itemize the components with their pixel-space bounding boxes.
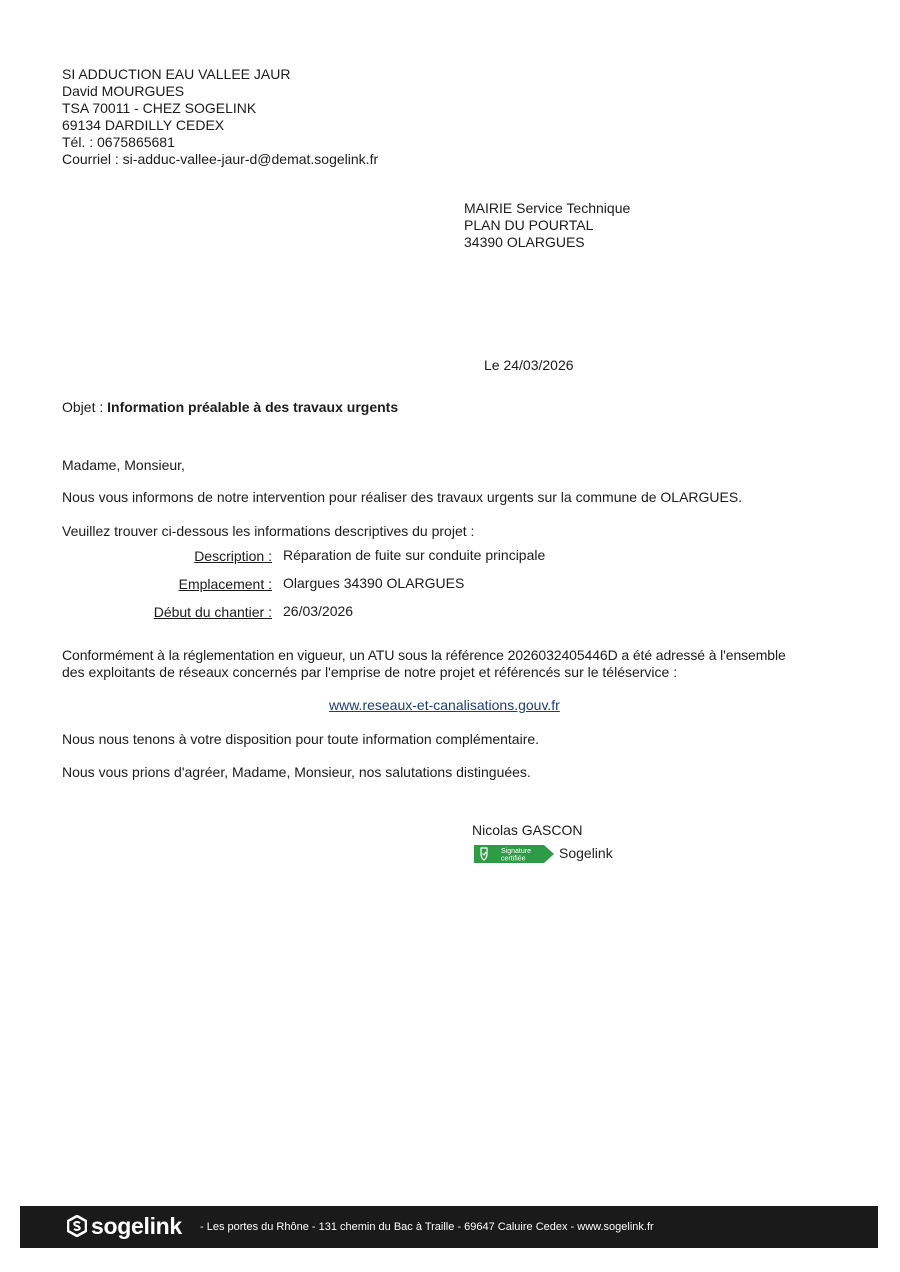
detail-label-location: Emplacement : — [178, 576, 272, 592]
availability-paragraph: Nous nous tenons à votre disposition pour toute information complémentaire. — [62, 731, 540, 747]
sender-address-2: 69134 DARDILLY CEDEX — [62, 117, 225, 133]
signature-brand: Sogelink — [559, 845, 613, 861]
sender-name: David MOURGUES — [62, 83, 185, 99]
details-intro: Veuillez trouver ci-dessous les informations descriptives du projet : — [62, 523, 475, 539]
greeting: Madame, Monsieur, — [62, 457, 185, 473]
badge-line-2: certifiée — [501, 855, 526, 863]
footer-address: - Les portes du Rhône - 131 chemin du Bac à Traille - 69647 Caluire Cedex - www.sogelink.fr — [200, 1221, 654, 1233]
sender-org: SI ADDUCTION EAU VALLEE JAUR — [62, 66, 291, 82]
atu-paragraph-line-1: Conformément à la réglementation en vigueur, un ATU sous la référence 2026032405446D a été adressé à l'ensemble — [62, 647, 786, 663]
subject-text: Information préalable à des travaux urgents — [107, 399, 399, 415]
sender-email: Courriel : si-adduc-vallee-jaur-d@demat.sogelink.fr — [62, 151, 379, 167]
sender-block — [62, 66, 378, 168]
letter-date: Le 24/03/2026 — [484, 357, 574, 373]
detail-value-location: Olargues 34390 OLARGUES — [283, 575, 465, 591]
recipient-line-1: MAIRIE Service Technique — [464, 200, 631, 216]
sender-address-1: TSA 70011 - CHEZ SOGELINK — [62, 100, 257, 116]
atu-paragraph-line-2: des exploitants de réseaux concernés par l'emprise de notre projet et référencés sur le téléservice : — [62, 664, 678, 680]
recipient-line-2: PLAN DU POURTAL — [464, 217, 594, 233]
subject-line — [62, 399, 398, 416]
teleservice-link[interactable]: www.reseaux-et-canalisations.gouv.fr — [329, 697, 560, 713]
detail-label-start-date: Début du chantier : — [153, 604, 272, 620]
sender-phone: Tél. : 0675865681 — [62, 134, 175, 150]
recipient-line-3: 34390 OLARGUES — [464, 234, 585, 250]
footer-bar — [20, 1206, 878, 1248]
intro-paragraph: Nous vous informons de notre intervention pour réaliser des travaux urgents sur la commune de OLARGUES. — [62, 489, 743, 505]
detail-label-description: Description : — [194, 548, 272, 564]
badge-line-1: Signature — [501, 848, 531, 855]
detail-value-start-date: 26/03/2026 — [283, 603, 354, 619]
closing-paragraph: Nous vous prions d'agréer, Madame, Monsieur, nos salutations distinguées. — [62, 764, 531, 780]
detail-value-description: Réparation de fuite sur conduite principale — [283, 547, 546, 563]
recipient-block — [464, 200, 630, 251]
footer-brand: sogelink — [91, 1213, 182, 1239]
subject-label: Objet : — [62, 399, 108, 415]
sogelink-logo-icon — [67, 1215, 87, 1237]
certified-signature-badge — [474, 845, 554, 863]
signatory-name: Nicolas GASCON — [472, 822, 583, 838]
